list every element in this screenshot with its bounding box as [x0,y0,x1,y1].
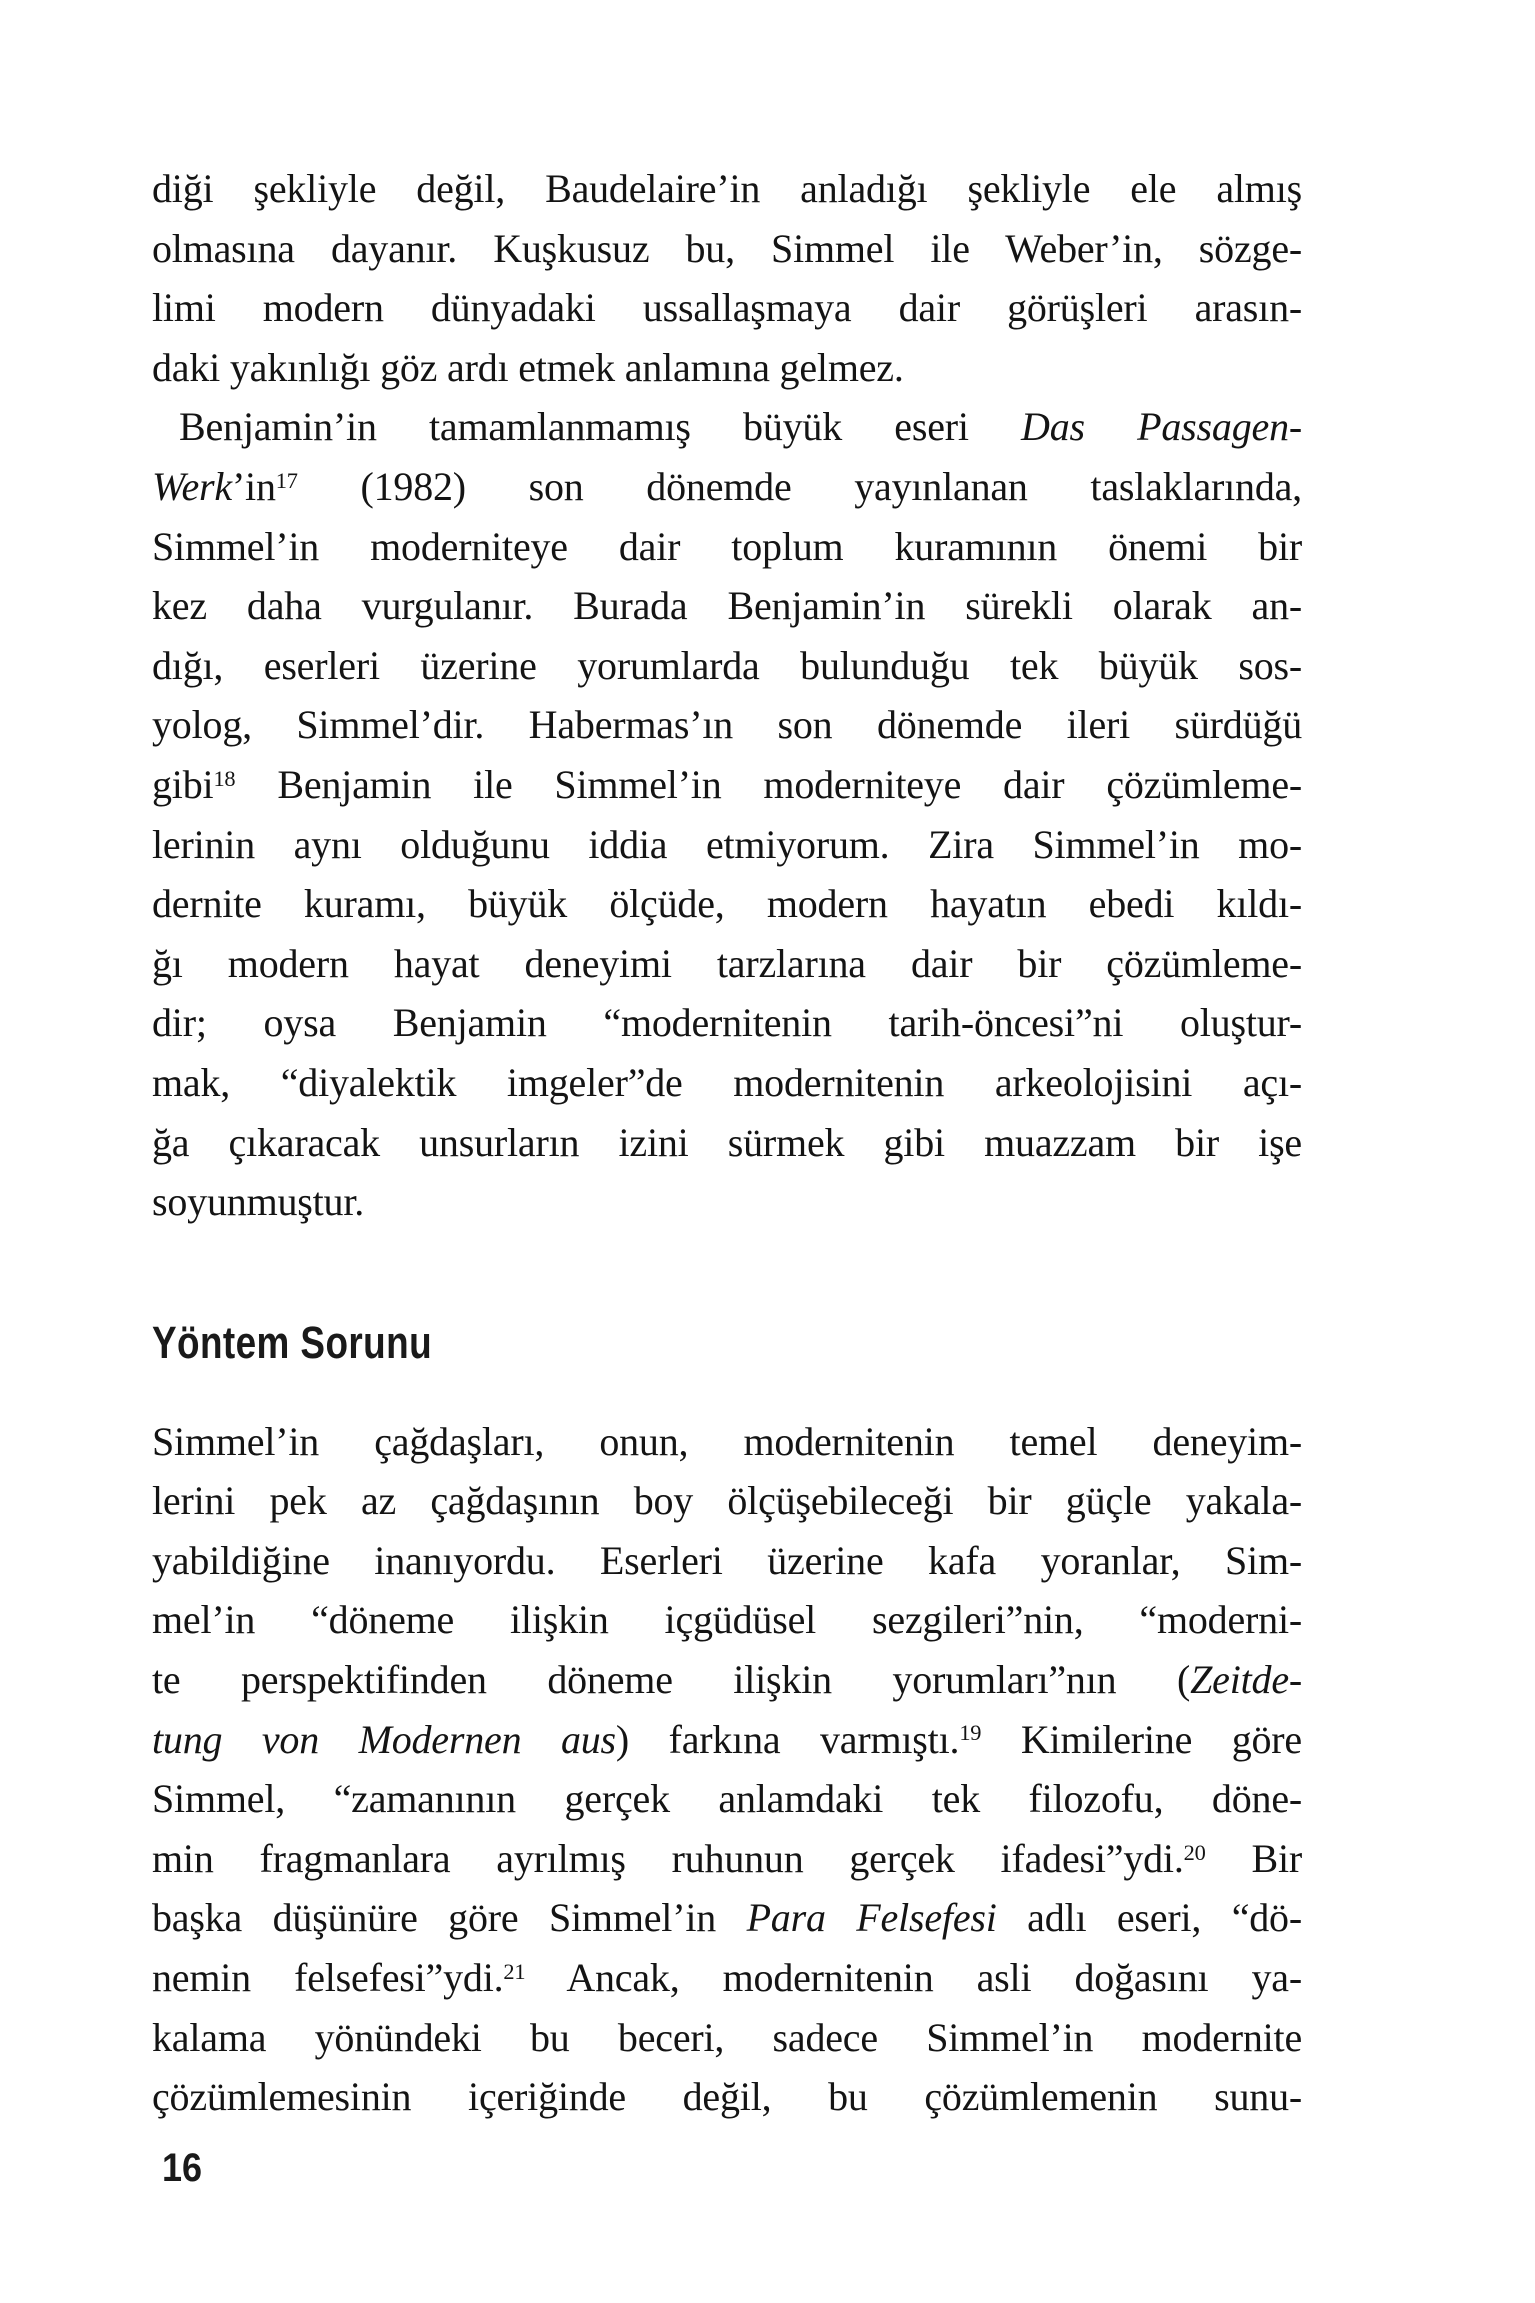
text-run: dir; oysa Benjamin “modernitenin tarih-öncesi”ni oluştur- [152,1000,1302,1046]
page-body [152,159,1302,2127]
paragraph-benjamin [152,397,1302,1231]
text-line [152,934,1302,994]
text-line [152,874,1302,934]
italic-title-run: Werk [152,463,232,509]
text-run: lerini pek az çağdaşının boy ölçüşebileceği bir güçle yakala- [152,1478,1302,1524]
text-line [152,1053,1302,1113]
text-line [152,1172,1302,1232]
text-line [152,397,1302,457]
text-run: Benjamin’in tamamlanmamış büyük eseri [179,404,1022,450]
text-line [152,159,1302,219]
section-heading: Yöntem Sorunu [152,1316,433,1368]
text-line [152,1710,1302,1770]
text-line [152,1650,1302,1710]
footnote-ref: 20 [1183,1839,1206,1865]
text-line [152,1829,1302,1889]
text-line [152,457,1302,517]
text-run: limi modern dünyadaki ussallaşmaya dair görüşleri arasın- [152,285,1302,331]
text-run: kez daha vurgulanır. Burada Benjamin’in sürekli olarak an- [152,583,1302,629]
text-line [152,1888,1302,1948]
text-run: gibi [152,761,214,807]
text-run: nemin felsefesi”ydi. [152,1955,504,2001]
text-line [152,695,1302,755]
text-run: Simmel, “zamanının gerçek anlamdaki tek filozofu, döne- [152,1776,1302,1822]
text-run: (1982) son dönemde yayınlanan taslaklarında, [297,463,1302,509]
italic-title-run: Para Felsefesi [746,1895,997,1941]
text-run: Kimilerine göre [981,1716,1302,1762]
text-run: çözümlemesinin içeriğinde değil, bu çözümlemenin sunu- [152,2074,1302,2120]
text-line [152,2008,1302,2068]
text-run: kalama yönündeki bu beceri, sadece Simmel’in modernite [152,2014,1302,2060]
text-run: olmasına dayanır. Kuşkusuz bu, Simmel ile Weber’in, sözge- [152,225,1302,271]
text-line [152,1531,1302,1591]
text-run: ’in [231,463,276,509]
text-line [152,1113,1302,1173]
text-run: ) farkına varmıştı. [615,1716,960,1762]
text-line [152,993,1302,1053]
text-run: mak, “diyalektik imgeler”de modernitenin arkeolojisini açı- [152,1059,1302,1105]
text-run: yabildiğine inanıyordu. Eserleri üzerine kafa yoranlar, Sim- [152,1537,1302,1583]
text-run: dernite kuramı, büyük ölçüde, modern hayatın ebedi kıldı- [152,881,1302,927]
text-line [152,1471,1302,1531]
text-line [152,278,1302,338]
text-run: Simmel’in moderniteye dair toplum kuramının önemi bir [152,523,1302,569]
text-run: dığı, eserleri üzerine yorumlarda bulunduğu tek büyük sos- [152,642,1302,688]
text-run: Bir [1205,1835,1302,1881]
text-line [152,1412,1302,1472]
text-run: lerinin aynı olduğunu iddia etmiyorum. Zira Simmel’in mo- [152,821,1302,867]
footnote-ref: 17 [275,467,298,493]
footnote-ref: 21 [503,1958,526,1984]
text-line [152,517,1302,577]
italic-title-run: Zeitde- [1190,1657,1302,1703]
footnote-ref: 18 [213,765,236,791]
italic-title-run: tung von Modernen aus [152,1716,616,1762]
text-line [152,1590,1302,1650]
italic-title-run: Das Passagen- [1021,404,1302,450]
text-run: Benjamin ile Simmel’in moderniteye dair çözümleme- [235,761,1302,807]
paragraph-continuation [152,159,1302,397]
text-run: yolog, Simmel’dir. Habermas’ın son dönemde ileri sürdüğü [152,702,1302,748]
text-line [152,1769,1302,1829]
text-line [152,338,1302,398]
page-number: 16 [162,2146,203,2190]
text-run: soyunmuştur. [152,1179,365,1225]
text-line [152,219,1302,279]
text-line [152,815,1302,875]
text-run: başka düşünüre göre Simmel’in [152,1895,747,1941]
text-run: adlı eseri, “dö- [996,1895,1302,1941]
text-line [152,576,1302,636]
text-line [152,755,1302,815]
text-run: daki yakınlığı göz ardı etmek anlamına gelmez. [152,344,904,390]
paragraph-yontem-sorunu [152,1412,1302,2127]
text-run: ğı modern hayat deneyimi tarzlarına dair bir çözümleme- [152,940,1302,986]
text-run: te perspektifinden döneme ilişkin yorumları”nın ( [152,1657,1191,1703]
text-run: diği şekliyle değil, Baudelaire’in anladığı şekliyle ele almış [152,166,1302,211]
text-line [152,1948,1302,2008]
text-run: Ancak, modernitenin asli doğasını ya- [525,1955,1302,2001]
text-run: mel’in “döneme ilişkin içgüdüsel sezgileri”nin, “moderni- [152,1597,1302,1643]
text-line [152,636,1302,696]
text-run: ğa çıkaracak unsurların izini sürmek gibi muazzam bir işe [152,1119,1302,1165]
text-run: min fragmanlara ayrılmış ruhunun gerçek ifadesi”ydi. [152,1835,1184,1881]
text-line [152,2067,1302,2127]
text-run: Simmel’in çağdaşları, onun, modernitenin temel deneyim- [152,1418,1302,1464]
footnote-ref: 19 [959,1720,982,1746]
